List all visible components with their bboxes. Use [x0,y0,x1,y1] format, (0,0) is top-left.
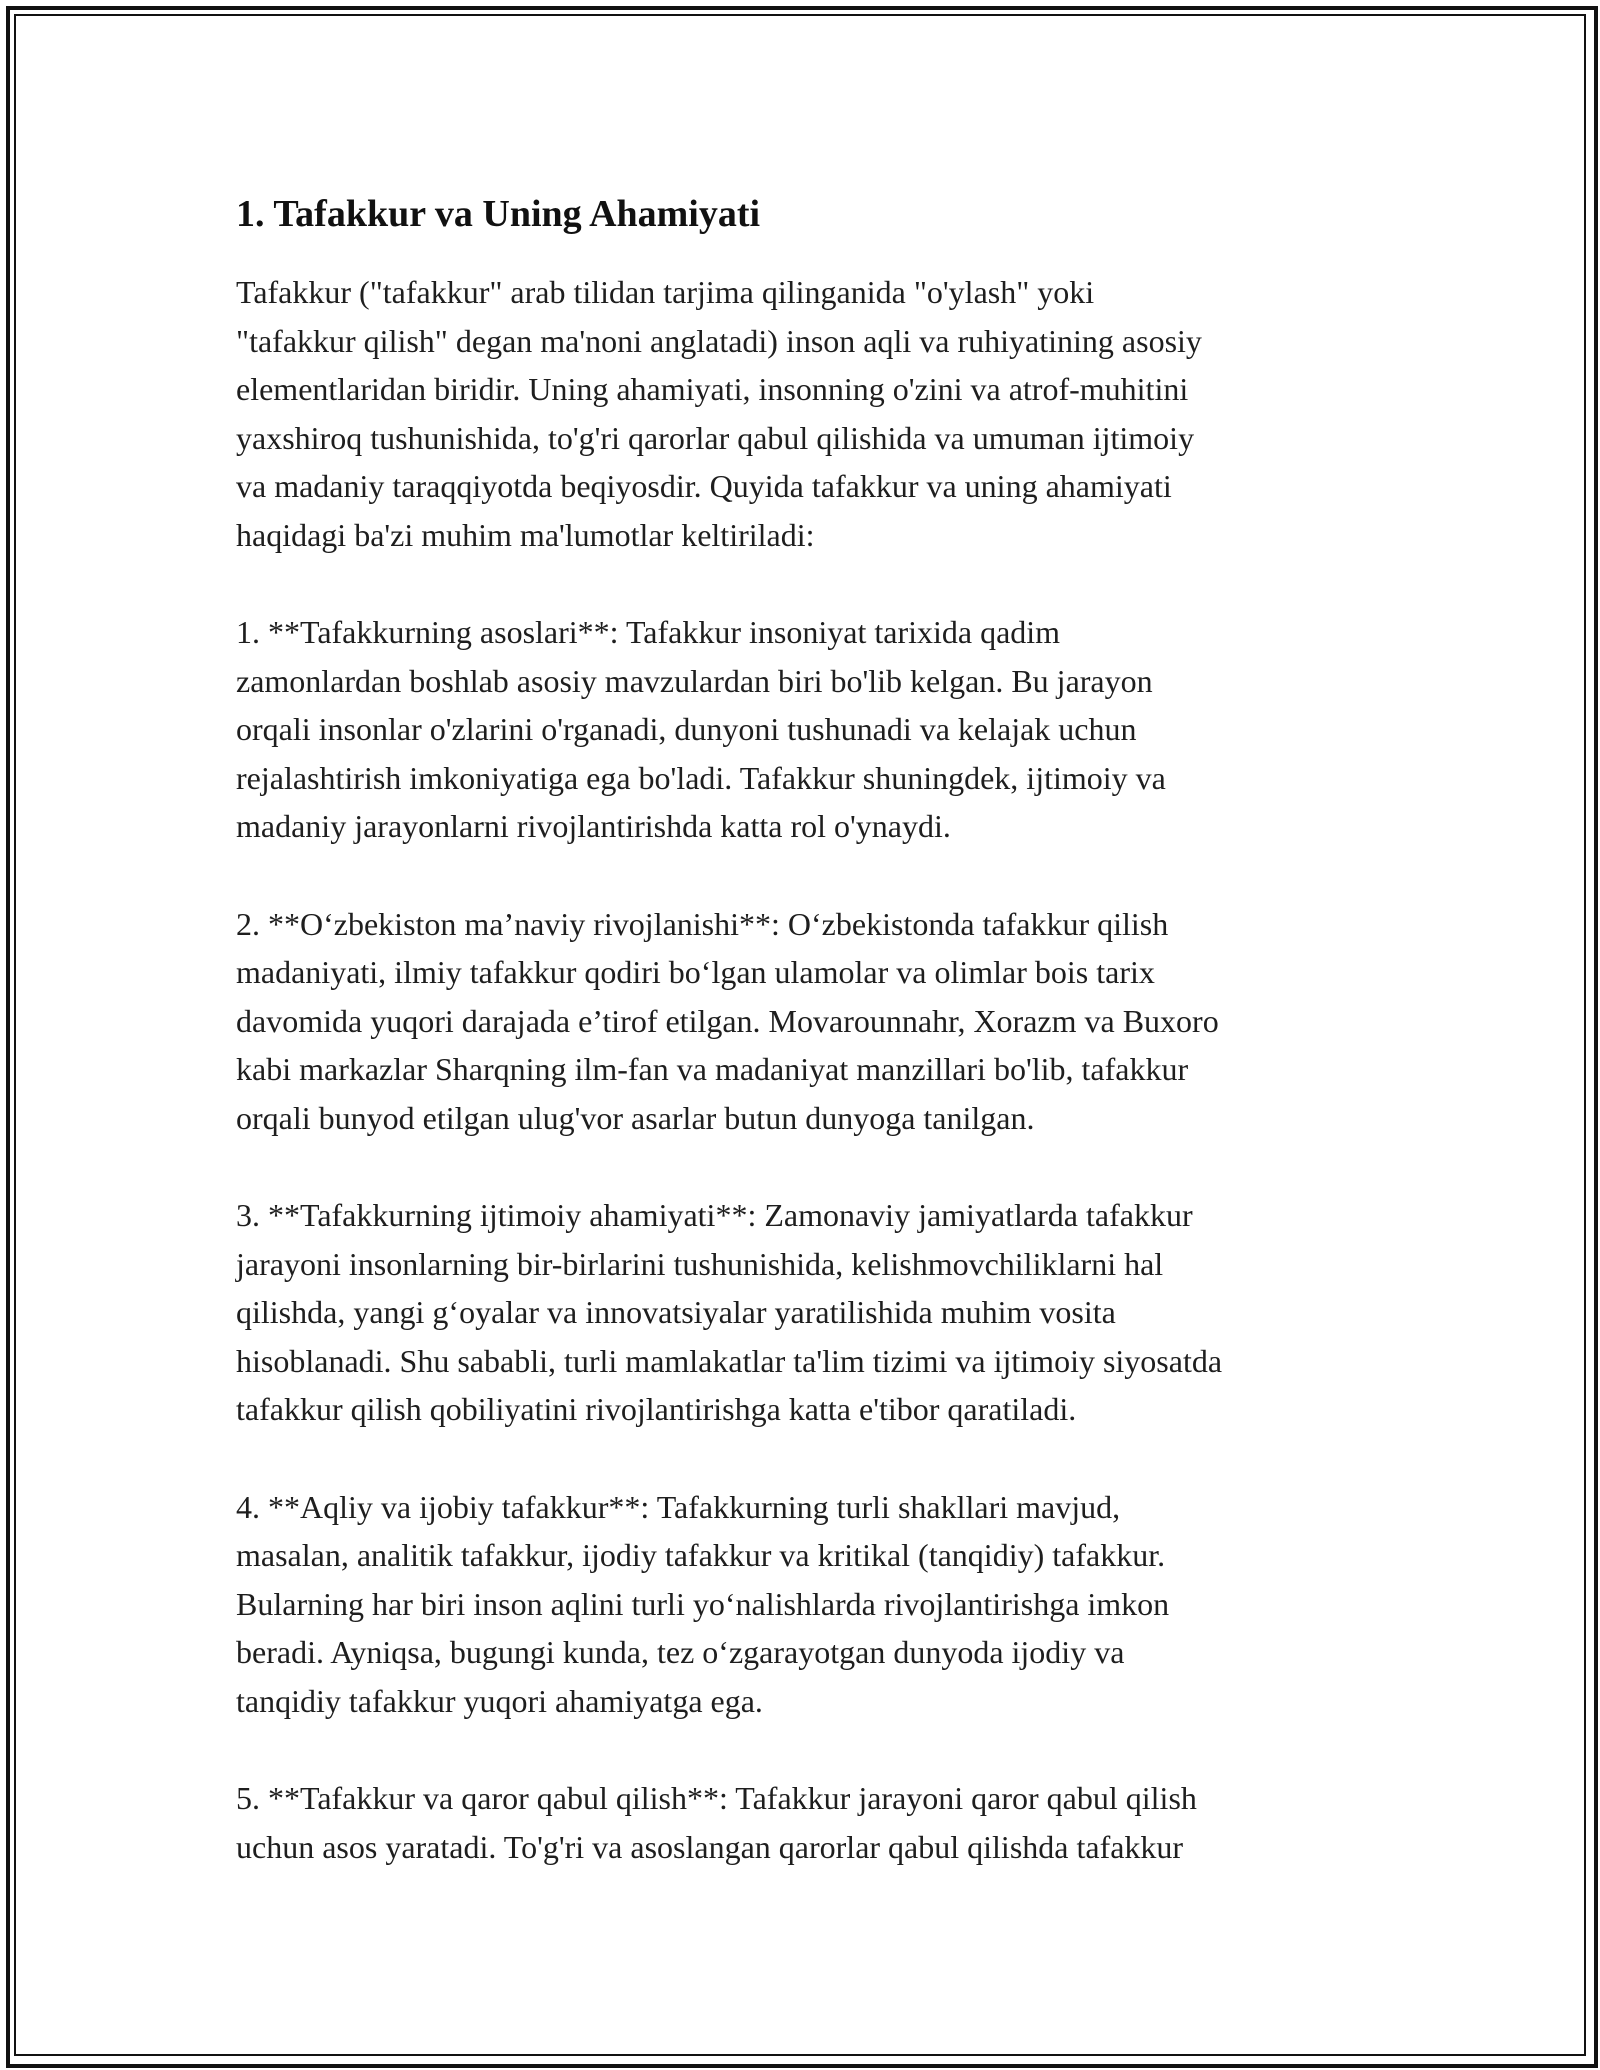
section-heading: 1. Tafakkur va Uning Ahamiyati [236,193,761,235]
text-line: kabi markazlar Sharqning ilm-fan va madaniyat manzillari bo'lib, tafakkur [236,1051,1189,1087]
text-line: rejalashtirish imkoniyatiga ega bo'ladi. Tafakkur shuningdek, ijtimoiy va [236,759,1166,796]
text-line: davomida yuqori darajada e’tirof etilgan. Movarounnahr, Xorazm va Buxoro [236,1002,1219,1039]
text-line: zamonlardan boshlab asosiy mavzulardan biri bo'lib kelgan. Bu jarayon [236,662,1153,699]
text-line: masalan, analitik tafakkur, ijodiy tafakkur va kritikal (tanqidiy) tafakkur. [236,1537,1166,1573]
intro-paragraph [236,268,1376,559]
text-line: va madaniy taraqqiyotda beqiyosdir. Quyida tafakkur va uning ahamiyati [236,468,1172,504]
text-line: 1. **Tafakkurning asoslari**: Tafakkur insoniyat tarixida qadim [236,614,1061,650]
text-line: elementlaridan biridir. Uning ahamiyati, insonning o'zini va atrof-muhitini [236,371,1189,407]
text-line: 4. **Aqliy va ijobiy tafakkur**: Tafakkurning turli shakllari mavjud, [236,1488,1121,1525]
text-line: hisoblanadi. Shu sababli, turli mamlakatlar ta'lim tizimi va ijtimoiy siyosatda [236,1342,1223,1379]
text-line: qilishda, yangi g‘oyalar va innovatsiyalar yaratilishida muhim vosita [236,1294,1116,1330]
text-line: orqali bunyod etilgan ulug'vor asarlar butun dunyoga tanilgan. [236,1099,1035,1136]
text-line: Tafakkur ("tafakkur" arab tilidan tarjima qilinganida "o'ylash" yoki [236,274,1095,310]
text-line: 2. **O‘zbekiston ma’naviy rivojlanishi**: O‘zbekistonda tafakkur qilish [236,905,1169,942]
text-line: 5. **Tafakkur va qaror qabul qilish**: Tafakkur jarayoni qaror qabul qilish [236,1780,1197,1816]
list-item-5-paragraph [236,1774,1376,1871]
text-line: 3. **Tafakkurning ijtimoiy ahamiyati**: Zamonaviy jamiyatlarda tafakkur [236,1197,1193,1233]
text-line: yaxshiroq tushunishida, to'g'ri qarorlar qabul qilishida va umuman ijtimoiy [236,419,1195,456]
text-line: beradi. Ayniqsa, bugungi kunda, tez o‘zgarayotgan dunyoda ijodiy va [236,1634,1125,1670]
text-line: jarayoni insonlarning bir-birlarini tushunishida, kelishmovchiliklarni hal [236,1245,1164,1282]
text-line: "tafakkur qilish" degan ma'noni anglatadi) inson aqli va ruhiyatining asosiy [236,322,1202,359]
list-item-3-paragraph [236,1191,1376,1434]
text-line: Bularning har biri inson aqlini turli yo‘nalishlarda rivojlantirishga imkon [236,1585,1170,1622]
document-body [236,186,1376,1920]
list-item-2-paragraph [236,900,1376,1143]
list-item-4-paragraph [236,1483,1376,1726]
text-line: haqidagi ba'zi muhim ma'lumotlar keltiriladi: [236,516,815,553]
text-line: orqali insonlar o'zlarini o'rganadi, dunyoni tushunadi va kelajak uchun [236,711,1137,747]
text-line: uchun asos yaratadi. To'g'ri va asoslangan qarorlar qabul qilishda tafakkur [236,1828,1184,1865]
text-line: madaniy jarayonlarni rivojlantirishda katta rol o'ynaydi. [236,808,951,844]
text-line: tanqidiy tafakkur yuqori ahamiyatga ega. [236,1682,763,1719]
text-line: tafakkur qilish qobiliyatini rivojlantirishga katta e'tibor qaratiladi. [236,1391,1077,1427]
list-item-1-paragraph [236,608,1376,851]
text-line: madaniyati, ilmiy tafakkur qodiri bo‘lgan ulamolar va olimlar bois tarix [236,954,1155,990]
